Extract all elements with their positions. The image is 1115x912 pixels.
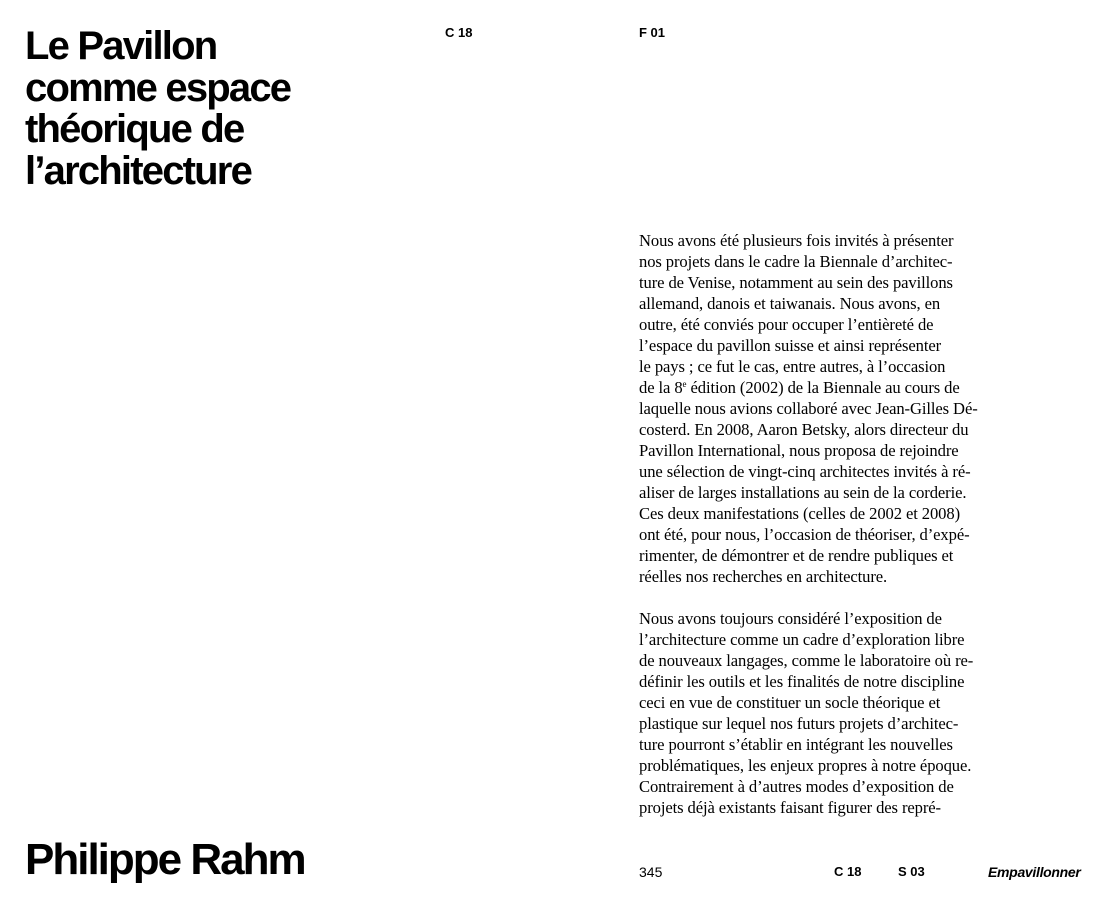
text-fragment: de la 8 [639, 378, 683, 397]
text-line: Ces deux manifestations (celles de 2002 et 2008) [639, 504, 960, 523]
text-line: allemand, danois et taiwanais. Nous avons, en [639, 294, 941, 313]
text-line: ont été, pour nous, l’occasion de théoriser, d’expé- [639, 525, 970, 544]
text-line: plastique sur lequel nos futurs projets d’architec- [639, 714, 959, 733]
text-line: une sélection de vingt-cinq architectes invités à ré- [639, 462, 971, 481]
title-line: l’architecture [25, 148, 252, 193]
title-line: Le Pavillon [25, 24, 217, 68]
text-line: de nouveaux langages, comme le laboratoire où re- [639, 651, 974, 670]
footer-section-code: S 03 [898, 864, 925, 879]
text-line: costerd. En 2008, Aaron Betsky, alors directeur du [639, 420, 969, 439]
text-line: Pavillon International, nous proposa de rejoindre [639, 441, 959, 460]
text-line: outre, été conviés pour occuper l’entièreté de [639, 315, 934, 334]
text-line: aliser de larges installations au sein de la corderie. [639, 483, 967, 502]
text-line: l’architecture comme un cadre d’exploration libre [639, 630, 965, 649]
text-line: laquelle nous avions collaboré avec Jean-Gilles Dé- [639, 399, 978, 418]
text-line [639, 377, 1109, 398]
page-number: 345 [639, 864, 663, 880]
author-name: Philippe Rahm [25, 835, 305, 884]
text-line: ceci en vue de constituer un socle théorique et [639, 693, 941, 712]
text-line: ture de Venise, notamment au sein des pavillons [639, 273, 953, 292]
footer-chapter-code: C 18 [834, 864, 862, 879]
text-line: rimenter, de démontrer et de rendre publiques et [639, 546, 954, 565]
article-title [25, 26, 405, 192]
text-line: ture pourront s’établir en intégrant les nouvelles [639, 735, 953, 754]
text-line: problématiques, les enjeux propres à notre époque. [639, 756, 972, 775]
header-section-code: F 01 [639, 25, 666, 40]
text-line: projets déjà existants faisant figurer des repré- [639, 798, 941, 817]
text-fragment: édition (2002) de la Biennale au cours de [686, 378, 960, 397]
text-line: réelles nos recherches en architecture. [639, 567, 888, 586]
superscript: e [682, 379, 687, 389]
text-line: le pays ; ce fut le cas, entre autres, à l’occasion [639, 357, 946, 376]
text-line: nos projets dans le cadre la Biennale d’architec- [639, 252, 953, 271]
paragraph-1 [639, 230, 1109, 587]
header-chapter-code: C 18 [445, 25, 473, 40]
text-line: l’espace du pavillon suisse et ainsi représenter [639, 336, 942, 355]
running-title: Empavillonner [988, 864, 1081, 880]
title-line: comme espace [25, 65, 291, 110]
text-line: Nous avons toujours considéré l’exposition de [639, 609, 942, 628]
text-line: définir les outils et les finalités de notre discipline [639, 672, 965, 691]
body-text [639, 230, 1109, 818]
paragraph-2 [639, 608, 1109, 818]
text-line: Nous avons été plusieurs fois invités à présenter [639, 231, 954, 250]
text-line: Contrairement à d’autres modes d’exposition de [639, 777, 954, 796]
title-line: théorique de [25, 107, 244, 151]
